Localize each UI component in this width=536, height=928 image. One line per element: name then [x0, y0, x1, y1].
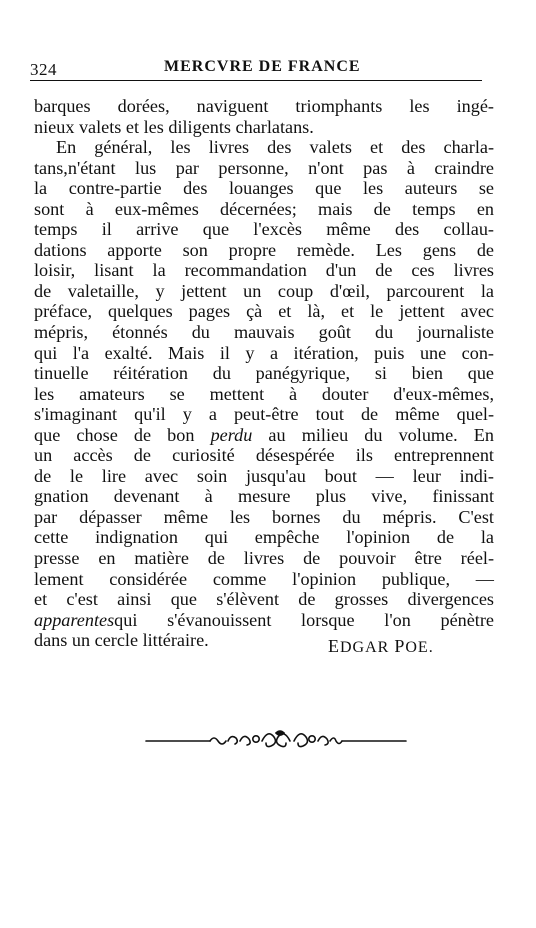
text-line: un accès de curiosité désespérée ils entreprennent	[34, 445, 494, 466]
text-segment: au milieu du volume. En	[252, 424, 494, 445]
text-line	[34, 425, 494, 446]
text-line: gnation devenant à mesure plus vive, finissant	[34, 486, 494, 507]
text-line: par dépasser même les bornes du mépris. C'est	[34, 506, 494, 527]
text-line: loisir, lisant la recommandation d'un de ces livres	[34, 260, 494, 281]
text-line: En général, les livres des valets et des charla-	[56, 137, 494, 158]
text-line: la contre-partie des louanges que les auteurs se	[34, 178, 494, 199]
text-line: de valetaille, y jettent un coup d'œil, parcourent la	[34, 280, 494, 301]
text-line: les amateurs se mettent à douter d'eux-mêmes,	[34, 383, 494, 404]
text-line: tinuelle réitération du panégyrique, si bien que	[34, 363, 494, 384]
running-head: MERCVRE DE FRANCE	[164, 58, 361, 75]
text-line: s'imaginant qu'il y a peut-être tout de même quel-	[34, 404, 494, 425]
page-number: 324	[30, 60, 57, 79]
text-line	[34, 610, 494, 631]
text-line: lement considérée comme l'opinion publique, —	[34, 568, 494, 589]
scroll-flourish-ornament-icon	[144, 726, 408, 756]
text-line: préface, quelques pages çà et là, et le jettent avec	[34, 301, 494, 322]
text-segment: que chose de bon	[34, 424, 211, 445]
text-line: tans,n'étant lus par personne, n'ont pas à craindre	[34, 157, 494, 178]
text-line: cette indignation qui empêche l'opinion de la	[34, 527, 494, 548]
text-line: nieux valets et les diligents charlatans.	[34, 116, 314, 137]
italic-word: apparentes	[34, 609, 115, 630]
text-line: dations apporte son propre remède. Les gens de	[34, 239, 494, 260]
body-text	[34, 96, 494, 651]
text-line: qui l'a exalté. Mais il y a itération, puis une con-	[34, 342, 494, 363]
text-line: temps il arrive que l'excès même des collau-	[34, 219, 494, 240]
text-line: barques dorées, naviguent triomphants les ingé-	[34, 96, 494, 116]
text-line: dans un cercle littéraire.	[34, 630, 209, 651]
text-line: presse en matière de livres de pouvoir être réel-	[34, 548, 494, 569]
text-line: de le lire avec soin jusqu'au bout — leur indi-	[34, 465, 494, 486]
author-signature: EDGAR POE.	[328, 636, 434, 656]
text-line: mépris, étonnés du mauvais goût du journaliste	[34, 322, 494, 343]
text-line: sont à eux-mêmes décernées; mais de temps en	[34, 198, 494, 219]
text-segment: qui s'évanouissent lorsque l'on pénètre	[114, 609, 494, 630]
page-header	[30, 56, 482, 81]
text-line: et c'est ainsi que s'élèvent de grosses divergences	[34, 589, 494, 610]
italic-word: perdu	[210, 424, 253, 445]
